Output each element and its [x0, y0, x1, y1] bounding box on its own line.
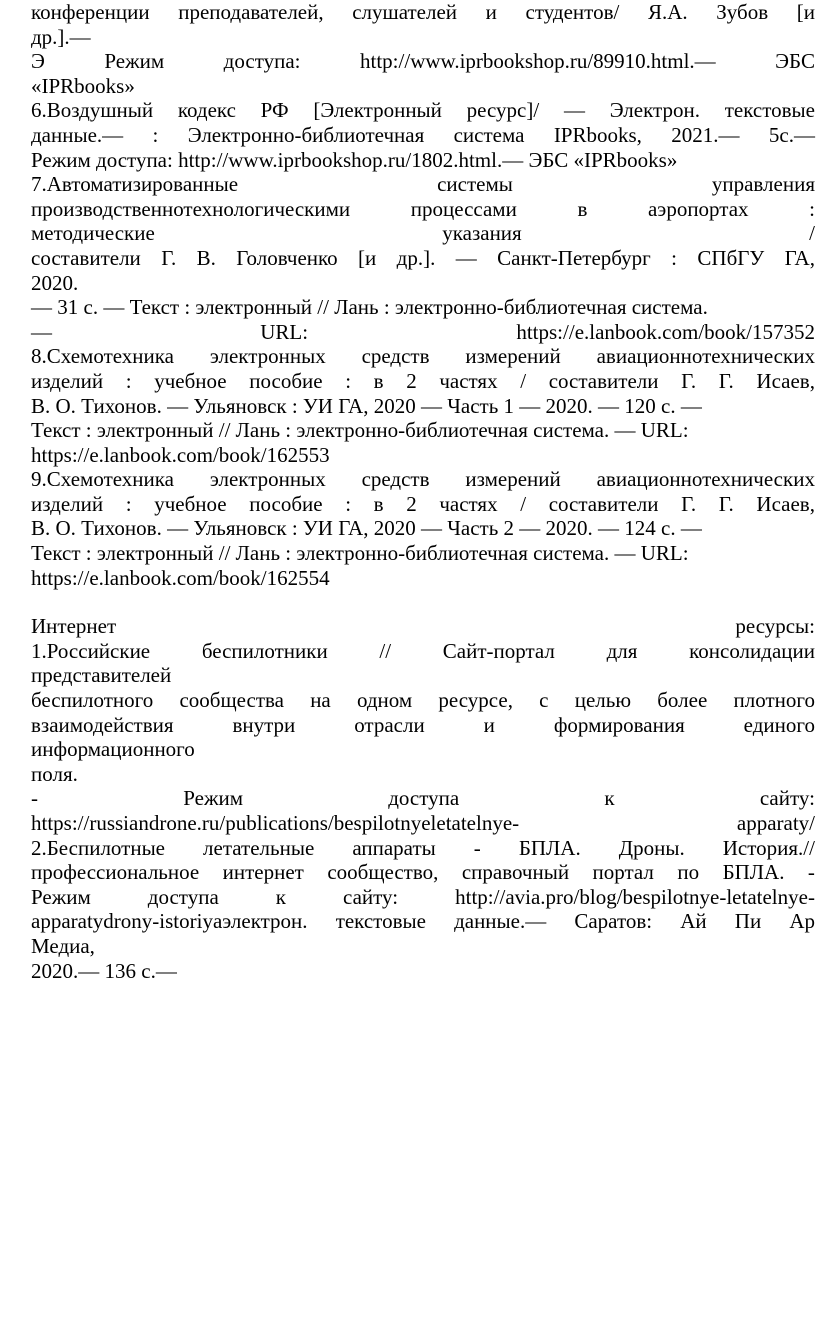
text-fragment: Головченко: [236, 245, 338, 270]
reference-7-line: [31, 271, 815, 296]
blank-line: [31, 590, 815, 614]
text-line: [31, 25, 815, 50]
text-fragment: Текст : электронный // Лань : электронно-библиотечная система. — URL:: [31, 418, 689, 443]
reference-7-line: [31, 197, 815, 222]
text-fragment: Режим доступа: http://www.iprbookshop.ru/1802.html.— ЭБС «IPRbooks»: [31, 147, 678, 172]
text-fragment: конференции: [31, 0, 150, 24]
text-line: [31, 74, 815, 99]
text-fragment: —: [563, 98, 585, 123]
text-fragment: Режим: [31, 884, 91, 909]
text-fragment: Э: [31, 49, 45, 74]
text-fragment: 8.Схемотехника: [31, 344, 174, 369]
internet-resource-1-line: [31, 737, 815, 762]
reference-7-line: [31, 221, 815, 246]
internet-resource-1-line: [31, 688, 815, 713]
text-fragment: др.].: [396, 245, 436, 270]
text-fragment: производственнотехнологическими: [31, 196, 351, 221]
text-fragment: пособие: [249, 368, 323, 393]
reference-7-line: [31, 320, 815, 345]
text-fragment: др.].—: [31, 24, 91, 49]
text-fragment: целью: [574, 688, 632, 713]
text-fragment: Исаев,: [756, 491, 815, 516]
text-fragment: :: [809, 196, 815, 221]
text-fragment: слушателей: [352, 0, 458, 24]
text-fragment: https://russiandrone.ru/publications/bespilotnyeletatelnye-: [31, 811, 520, 835]
reference-9-line: [31, 492, 815, 517]
text-fragment: -: [807, 860, 815, 885]
text-fragment: :: [125, 368, 132, 393]
text-fragment: -: [31, 786, 38, 811]
text-fragment: 2.Беспилотные: [31, 835, 165, 860]
text-fragment: с: [539, 688, 549, 713]
text-fragment: 2: [406, 491, 417, 516]
text-fragment: Исаев,: [756, 368, 815, 393]
internet-resource-1-line: [31, 811, 815, 836]
text-fragment: более: [657, 688, 708, 713]
reference-8-line: [31, 418, 815, 443]
text-fragment: к: [604, 786, 615, 811]
text-fragment: СПбГУ: [697, 245, 765, 270]
text-fragment: составители: [548, 491, 659, 516]
text-fragment: пособие: [249, 491, 323, 516]
text-fragment: В. О. Тихонов. — Ульяновск : УИ ГА, 2020 — Часть 2 — 2020. — 124 с. —: [31, 516, 702, 541]
text-fragment: преподавателей,: [178, 0, 324, 24]
reference-6-line: [31, 123, 815, 148]
text-fragment: Медиа,: [31, 933, 95, 958]
text-fragment: по: [677, 860, 700, 885]
text-fragment: 1.Российские: [31, 638, 151, 663]
text-fragment: средств: [361, 467, 430, 492]
reference-7-line: [31, 172, 815, 197]
text-fragment: 2: [406, 368, 417, 393]
text-fragment: Пи: [734, 909, 762, 934]
text-fragment: Интернет: [31, 614, 117, 639]
text-fragment: представителей: [31, 663, 172, 688]
text-fragment: Ар: [789, 909, 815, 934]
text-fragment: электронных: [209, 344, 326, 369]
text-fragment: http://www.iprbookshop.ru/89910.html.—: [360, 49, 716, 74]
text-fragment: одном: [356, 688, 413, 713]
text-fragment: 6.Воздушный: [31, 98, 154, 123]
document-page: [31, 0, 815, 983]
text-fragment: /: [809, 221, 815, 246]
text-fragment: в: [577, 196, 588, 221]
text-line: [31, 49, 815, 74]
text-fragment: авиационнотехнических: [596, 467, 815, 492]
text-fragment: :: [152, 122, 159, 147]
reference-8-line: [31, 394, 815, 419]
text-fragment: Г.: [681, 491, 697, 516]
text-fragment: 2021.—: [671, 122, 740, 147]
text-fragment: методические: [31, 221, 155, 246]
text-fragment: https://e.lanbook.com/book/157352: [516, 319, 815, 344]
text-fragment: https://e.lanbook.com/book/162553: [31, 442, 330, 467]
text-fragment: Сайт-портал: [442, 638, 555, 663]
text-fragment: —: [455, 245, 477, 270]
text-fragment: формирования: [553, 712, 685, 737]
text-fragment: учебное: [154, 491, 227, 516]
section-heading: [31, 614, 815, 639]
text-fragment: В.: [196, 245, 216, 270]
text-fragment: электронных: [209, 467, 326, 492]
text-fragment: //: [379, 638, 392, 663]
text-fragment: сайту:: [343, 884, 399, 909]
text-fragment: Электрон.: [609, 98, 700, 123]
text-fragment: БПЛА.: [722, 860, 785, 885]
text-fragment: БПЛА.: [518, 835, 581, 860]
text-fragment: авиационнотехнических: [596, 344, 815, 369]
text-fragment: /: [520, 368, 527, 393]
text-fragment: Электронно-библиотечная: [187, 122, 425, 147]
text-fragment: —: [31, 319, 52, 344]
text-fragment: :: [125, 491, 132, 516]
text-fragment: составители: [548, 368, 659, 393]
text-fragment: /: [520, 491, 527, 516]
text-fragment: Дроны.: [618, 835, 685, 860]
text-fragment: Г.: [161, 245, 177, 270]
text-fragment: к: [275, 884, 286, 909]
reference-7-line: [31, 295, 815, 320]
text-fragment: летательные: [203, 835, 315, 860]
text-fragment: Режим: [104, 49, 165, 74]
text-fragment: доступа: [147, 884, 219, 909]
text-fragment: ЭБС: [775, 49, 815, 74]
text-fragment: Г.: [718, 368, 734, 393]
text-fragment: системы: [437, 172, 513, 197]
text-fragment: изделий: [31, 491, 104, 516]
text-fragment: :: [345, 368, 352, 393]
reference-8-line: [31, 369, 815, 394]
text-fragment: частях: [439, 368, 498, 393]
reference-8-line: [31, 443, 815, 468]
text-fragment: ресурс]/: [466, 98, 540, 123]
internet-resource-1-line: [31, 663, 815, 688]
text-fragment: и: [483, 712, 495, 737]
text-fragment: Г.: [718, 491, 734, 516]
text-fragment: аэропортах: [647, 196, 749, 221]
text-fragment: :: [671, 245, 678, 270]
text-fragment: беспилотного: [31, 688, 154, 713]
text-fragment: консолидации: [689, 638, 815, 663]
text-fragment: apparatydrony-istoriyaэлектрон.: [31, 909, 308, 934]
text-fragment: в: [373, 368, 384, 393]
text-fragment: поля.: [31, 761, 78, 786]
reference-7-line: [31, 246, 815, 271]
internet-resource-1-line: [31, 713, 815, 738]
reference-6-line: [31, 98, 815, 123]
text-fragment: Ай: [680, 909, 707, 934]
text-fragment: на: [310, 688, 331, 713]
text-fragment: apparaty/: [736, 811, 815, 835]
internet-resource-2-line: [31, 909, 815, 934]
text-fragment: данные.—: [31, 122, 124, 147]
text-fragment: интернет: [222, 860, 304, 885]
text-fragment: [Электронный: [313, 98, 442, 123]
text-fragment: единого: [743, 712, 815, 737]
text-fragment: текстовые: [335, 909, 426, 934]
text-fragment: [и: [796, 0, 815, 24]
text-fragment: для: [606, 638, 638, 663]
text-fragment: частях: [439, 491, 498, 516]
text-fragment: доступа:: [223, 49, 301, 74]
text-fragment: IPRbooks,: [553, 122, 642, 147]
internet-resource-2-line: [31, 934, 815, 959]
text-fragment: — 31 с. — Текст : электронный // Лань : электронно-библиотечная система.: [31, 295, 708, 320]
text-fragment: сайту:: [759, 786, 815, 811]
text-fragment: В. О. Тихонов. — Ульяновск : УИ ГА, 2020 — Часть 1 — 2020. — 120 с. —: [31, 393, 702, 418]
text-fragment: внутри: [232, 712, 296, 737]
text-fragment: ресурсе,: [438, 688, 513, 713]
text-fragment: :: [345, 491, 352, 516]
text-fragment: История.//: [722, 835, 815, 860]
text-fragment: взаимодействия: [31, 712, 174, 737]
text-fragment: Режим: [183, 786, 243, 811]
text-fragment: отрасли: [354, 712, 425, 737]
internet-resource-1-line: [31, 639, 815, 664]
text-fragment: процессами: [410, 196, 517, 221]
text-fragment: измерений: [465, 467, 561, 492]
reference-9-line: [31, 516, 815, 541]
text-fragment: доступа: [388, 786, 460, 811]
text-fragment: в: [373, 491, 384, 516]
text-fragment: беспилотники: [201, 638, 328, 663]
reference-9-line: [31, 566, 815, 591]
text-fragment: 7.Автоматизированные: [31, 172, 239, 197]
text-fragment: 2020.— 136 с.—: [31, 958, 177, 983]
text-fragment: управления: [711, 172, 815, 197]
text-fragment: РФ: [260, 98, 289, 123]
text-fragment: -: [473, 835, 481, 860]
reference-6-line: [31, 148, 815, 173]
text-fragment: изделий: [31, 368, 104, 393]
text-fragment: профессиональное: [31, 860, 200, 885]
text-fragment: справочный: [461, 860, 570, 885]
text-fragment: сообщество,: [327, 860, 439, 885]
text-fragment: кодекс: [177, 98, 236, 123]
reference-9-line: [31, 541, 815, 566]
text-fragment: средств: [361, 344, 430, 369]
text-fragment: [и: [358, 245, 377, 270]
text-fragment: Санкт-Петербург: [497, 245, 651, 270]
text-fragment: URL:: [260, 319, 309, 344]
text-fragment: Зубов: [716, 0, 769, 24]
text-fragment: учебное: [154, 368, 227, 393]
reference-9-line: [31, 467, 815, 492]
text-fragment: текстовые: [724, 98, 815, 123]
internet-resource-2-line: [31, 885, 815, 910]
text-fragment: студентов/: [525, 0, 620, 24]
text-fragment: информационного: [31, 737, 195, 762]
text-fragment: 9.Схемотехника: [31, 467, 174, 492]
text-fragment: 5с.—: [768, 122, 815, 147]
text-fragment: данные.—: [454, 909, 547, 934]
text-fragment: Саратов:: [574, 909, 653, 934]
text-fragment: аппараты: [352, 835, 436, 860]
internet-resource-2-line: [31, 860, 815, 885]
text-fragment: Я.А.: [647, 0, 688, 24]
text-fragment: ресурсы:: [735, 614, 815, 639]
text-fragment: и: [485, 0, 497, 24]
text-fragment: ГА,: [784, 245, 815, 270]
text-fragment: http://avia.pro/blog/bespilotnye-letatelnye-: [455, 884, 815, 909]
internet-resource-1-line: [31, 786, 815, 811]
text-fragment: «IPRbooks»: [31, 73, 135, 98]
text-fragment: сообщества: [179, 688, 284, 713]
text-fragment: плотного: [733, 688, 815, 713]
text-fragment: указания: [442, 221, 522, 246]
text-fragment: Г.: [681, 368, 697, 393]
text-fragment: https://e.lanbook.com/book/162554: [31, 565, 330, 590]
text-fragment: Текст : электронный // Лань : электронно-библиотечная система. — URL:: [31, 541, 689, 566]
reference-8-line: [31, 344, 815, 369]
text-line: [31, 0, 815, 25]
internet-resource-1-line: [31, 762, 815, 787]
internet-resource-2-line: [31, 959, 815, 984]
text-fragment: 2020.: [31, 270, 79, 295]
text-fragment: составители: [31, 245, 141, 270]
text-fragment: измерений: [465, 344, 561, 369]
text-fragment: система: [453, 122, 525, 147]
text-fragment: портал: [592, 860, 654, 885]
internet-resource-2-line: [31, 836, 815, 861]
